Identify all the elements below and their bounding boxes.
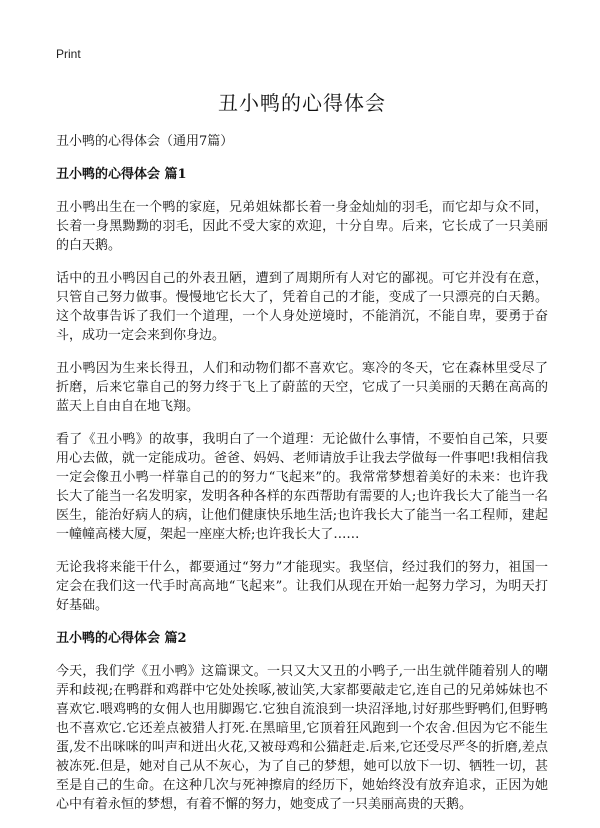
section-heading: 丑小鸭的心得体会 篇2 xyxy=(56,631,187,646)
document-subtitle: 丑小鸭的心得体会（通用7篇） xyxy=(56,134,234,149)
print-label[interactable]: Print xyxy=(56,47,81,61)
paragraph: 丑小鸭因为生来长得丑，人们和动物们都不喜欢它。寒冷的冬天，它在森林里受尽了折磨，后来它靠自己的努力终于飞上了蔚蓝的天空，它成了一只美丽的天鹅在高高的蓝天上自由自在地飞翔。 xyxy=(56,361,548,414)
paragraph: 看了《丑小鸭》的故事，我明白了一个道理：无论做什么事情，不要怕自己笨，只要用心去做，就一定能成功。爸爸、妈妈、老师请放手让我去学做每一件事吧!我相信我一定会像丑小鸭一样靠自己的的努力“飞起来”的。我常常梦想着美好的未来：也许我长大了能当一名发明家，发明各种各样的东西帮助有需要的人;也许我长大了能当一名医生，能治好病人的病，让他们健康快乐地生活;也许我长大了能当一名工程师，建起一幢幢高楼大厦，架起一座座大桥;也许我长大了…… xyxy=(56,432,548,542)
paragraph: 今天，我们学《丑小鸭》这篇课文。一只又大又丑的小鸭子,一出生就伴随着别人的嘲弄和歧视;在鸭群和鸡群中它处处挨啄,被讪笑,大家都要敲走它,连自己的兄弟姊妹也不喜欢它.喂鸡鸭的女佣人也用脚踢它.它独自流浪到一块沼泽地,讨好那些野鸭们,但野鸭也不喜欢它.它还差点被猎人打死.在黑暗里,它顶着狂风跑到一个农舍.但因为它不能生蛋,发不出咪咪的叫声和迸出火花,又被母鸡和公猫赶走.后来,它还受尽严冬的折磨,差点被冻死.但是，她对自己从不灰心，为了自己的梦想，她可以放下一切、牺牲一切，甚至是自己的生命。在这种几次与死神擦肩的经历下，她始终没有放弃追求，正因为她心中有着永恒的梦想，有着不懈的努力，她变成了一只美丽高贵的天鹅。 xyxy=(56,664,548,812)
section-1 xyxy=(56,166,548,615)
document-title: 丑小鸭的心得体会 xyxy=(218,91,386,115)
section-heading: 丑小鸭的心得体会 篇1 xyxy=(56,167,187,182)
paragraph: 无论我将来能干什么，都要通过“努力”才能现实。我坚信，经过我们的努力，祖国一定会在我们这一代手时高高地“飞起来”。让我们从现在开始一起努力学习，为明天打好基础。 xyxy=(56,560,548,613)
section-2 xyxy=(56,630,548,814)
paragraph: 话中的丑小鸭因自己的外表丑陋，遭到了周期所有人对它的鄙视。可它并没有在意，只管自己努力做事。慢慢地它长大了，凭着自己的才能，变成了一只漂亮的白天鹅。这个故事告诉了我们一个道理，一个人身处逆境时，不能消沉，不能自卑，要勇于奋斗，成功一定会来到你身边。 xyxy=(56,271,548,343)
paragraph: 丑小鸭出生在一个鸭的家庭，兄弟姐妹都长着一身金灿灿的羽毛，而它却与众不同，长着一身黑黝黝的羽毛，因此不受大家的欢迎，十分自卑。后来，它长成了一只美丽的白天鹅。 xyxy=(56,200,548,253)
